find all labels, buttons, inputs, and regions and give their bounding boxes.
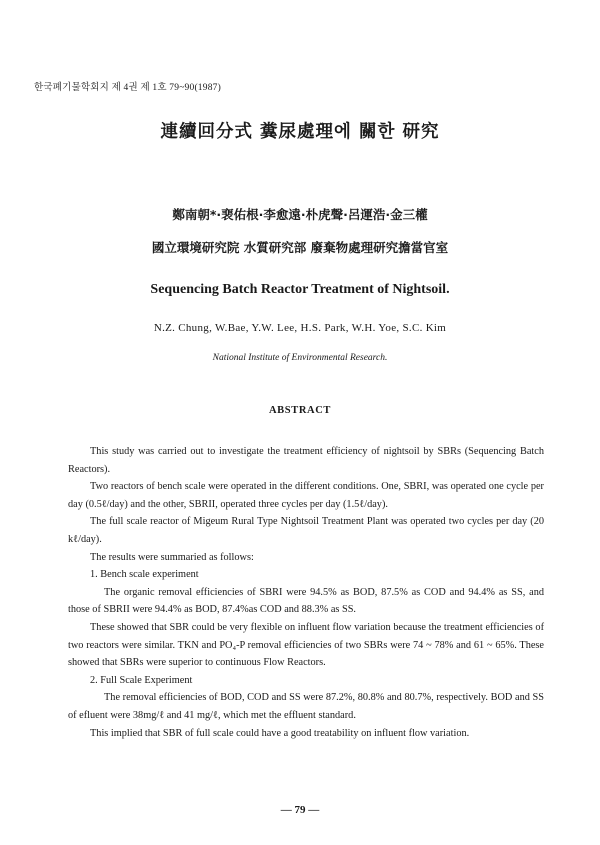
journal-header: 한국폐기물학회지 제 4권 제 1호 79~90(1987) — [34, 83, 221, 93]
affiliation-korean: 國立環境研究院 水質研究部 廢棄物處理研究擔當官室 — [151, 240, 449, 255]
abstract-heading: ABSTRACT — [269, 405, 331, 416]
authors-english: N.Z. Chung, W.Bae, Y.W. Lee, H.S. Park, W.H. Yoe, S.C. Kim — [153, 322, 447, 334]
abstract-paragraph: The results were summaried as follows: — [90, 551, 254, 563]
section-heading-full-scale: 2. Full Scale Experiment — [90, 674, 193, 686]
abstract-paragraph: These showed that SBR could be very flexible on influent flow variation because the treatment efficiencies of two reactors were similar. TKN and PO₄-P removal efficiencies of two SBRs were 74 ~ 78% and 61 ~ 65%. These showed that SBRs were superior to continuous Flow Reactors. — [68, 621, 544, 669]
page-number: — 79 — — [280, 804, 320, 816]
paper-title-english: Sequencing Batch Reactor Treatment of Nightsoil. — [150, 282, 450, 297]
abstract-paragraph: The removal efficiencies of BOD, COD and SS were 87.2%, 80.8% and 80.7%, respectively. BOD and SS of efluent were 38mg/ℓ and 41 mg/ℓ, which met the effluent standard. — [68, 692, 544, 721]
affiliation-english: National Institute of Environmental Research. — [212, 353, 388, 363]
abstract-paragraph: The full scale reactor of Migeum Rural Type Nightsoil Treatment Plant was operated two cycles per day (20 kℓ/day). — [68, 516, 544, 545]
abstract-paragraph: This study was carried out to investigate the treatment efficiency of nightsoil by SBRs (Sequencing Batch Reactors). — [68, 446, 544, 475]
abstract-paragraph: This implied that SBR of full scale could have a good treatability on influent flow variation. — [90, 727, 470, 739]
abstract-body — [68, 443, 544, 742]
abstract-paragraph: Two reactors of bench scale were operated in the different conditions. One, SBRI, was operated one cycle per day (0.5ℓ/day) and the other, SBRII, operated three cycles per day (1.5ℓ/day). — [68, 481, 544, 510]
authors-korean: 鄭南朝*·裵佑根·李愈遠·朴虎聲·呂運浩·金三權 — [172, 207, 428, 222]
abstract-paragraph: The organic removal efficiencies of SBRI were 94.5% as BOD, 87.5% as COD and 94.4% as SS, and those of SBRII were 94.4% as BOD, 87.4%as COD and 88.3% as SS. — [68, 586, 544, 616]
section-heading-bench-scale: 1. Bench scale experiment — [90, 569, 199, 581]
paper-title-korean: 連續回分式 糞尿處理에 關한 研究 — [160, 122, 440, 142]
